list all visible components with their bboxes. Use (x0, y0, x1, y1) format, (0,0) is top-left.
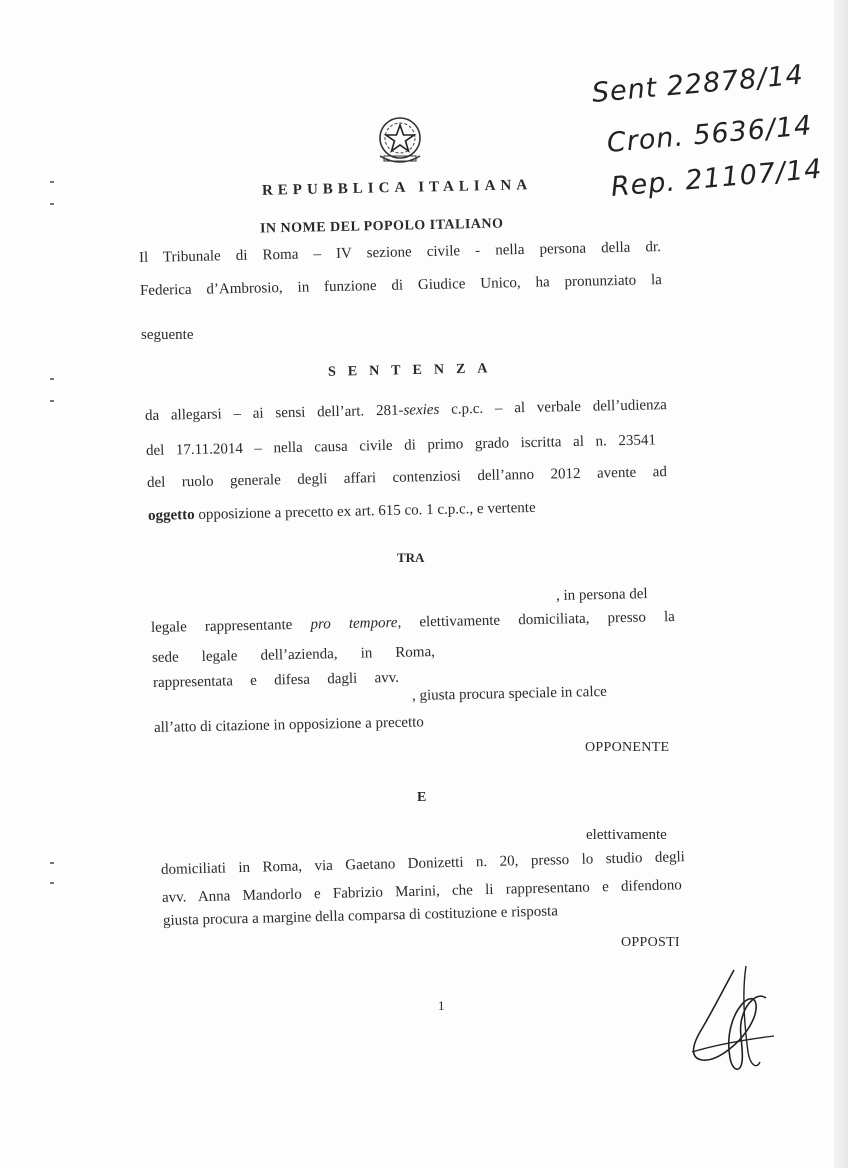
party1-role: OPPONENTE (585, 740, 670, 755)
body-text: c.p.c. – al verbale dell’udienza (439, 397, 668, 418)
handwritten-note-line: Rep. 21107/14 (609, 153, 824, 203)
handwritten-note-line: Sent 22878/14 (590, 59, 805, 109)
header-republic: REPUBBLICA ITALIANA (261, 177, 533, 199)
body-line: del ruolo generale degli affari contenziosi dell’anno 2012 avente ad (146, 464, 668, 491)
page-edge-shadow (834, 0, 848, 1168)
header-people: IN NOME DEL POPOLO ITALIANO (259, 216, 504, 237)
party2-line: giusta procura a margine della comparsa di costituzione e risposta (162, 903, 559, 929)
body-text: da allegarsi – ai sensi dell’art. 281- (144, 402, 404, 424)
intro-line: seguente (141, 327, 194, 343)
party1-line: , in persona del (555, 586, 648, 604)
page-number: 1 (438, 998, 445, 1013)
tra-separator: TRA (397, 550, 425, 565)
signature-icon (682, 962, 782, 1078)
italian-republic-emblem-icon (372, 112, 428, 168)
margin-mark (50, 882, 54, 884)
body-text-bold: oggetto (147, 507, 195, 524)
body-text-italic: sexies (403, 401, 440, 419)
body-text: opposizione a precetto ex art. 615 co. 1 c.p.c., e vertente (194, 499, 536, 524)
body-line: del 17.11.2014 – nella causa civile di primo grado iscritta al n. 23541 (145, 432, 657, 459)
margin-mark (50, 181, 54, 183)
party2-role: OPPOSTI (621, 935, 680, 950)
party1-line: rappresentata e difesa dagli avv. (152, 669, 400, 691)
party2-line: domiciliati in Roma, via Gaetano Donizetti n. 20, presso lo studio degli (160, 849, 686, 878)
party2-line: avv. Anna Mandorlo e Fabrizio Marini, che li rappresentano e difendono (161, 877, 683, 906)
sentenza-title: SENTENZA (327, 361, 500, 380)
body-line (145, 397, 667, 425)
margin-mark (50, 862, 54, 864)
intro-line: Federica d’Ambrosio, in funzione di Giudice Unico, ha pronunziato la (139, 272, 663, 299)
party1-text-italic: pro tempore (310, 614, 398, 633)
margin-mark (50, 203, 54, 205)
party1-line: sede legale dell’azienda, in Roma, (151, 644, 436, 666)
intro-line: Il Tribunale di Roma – IV sezione civile - nella persona della dr. (138, 239, 662, 266)
party1-line (151, 609, 675, 637)
party1-text: legale rappresentante (150, 616, 311, 636)
handwritten-note-line: Cron. 5636/14 (605, 110, 814, 159)
margin-mark (50, 400, 54, 402)
e-separator: E (417, 790, 427, 805)
party1-text: , elettivamente domiciliata, presso la (397, 609, 676, 631)
margin-mark (50, 378, 54, 380)
party1-line: , giusta procura speciale in calce (411, 683, 608, 704)
party2-line: elettivamente (586, 827, 667, 843)
party1-line: all’atto di citazione in opposizione a precetto (153, 714, 425, 736)
body-line (148, 500, 536, 525)
